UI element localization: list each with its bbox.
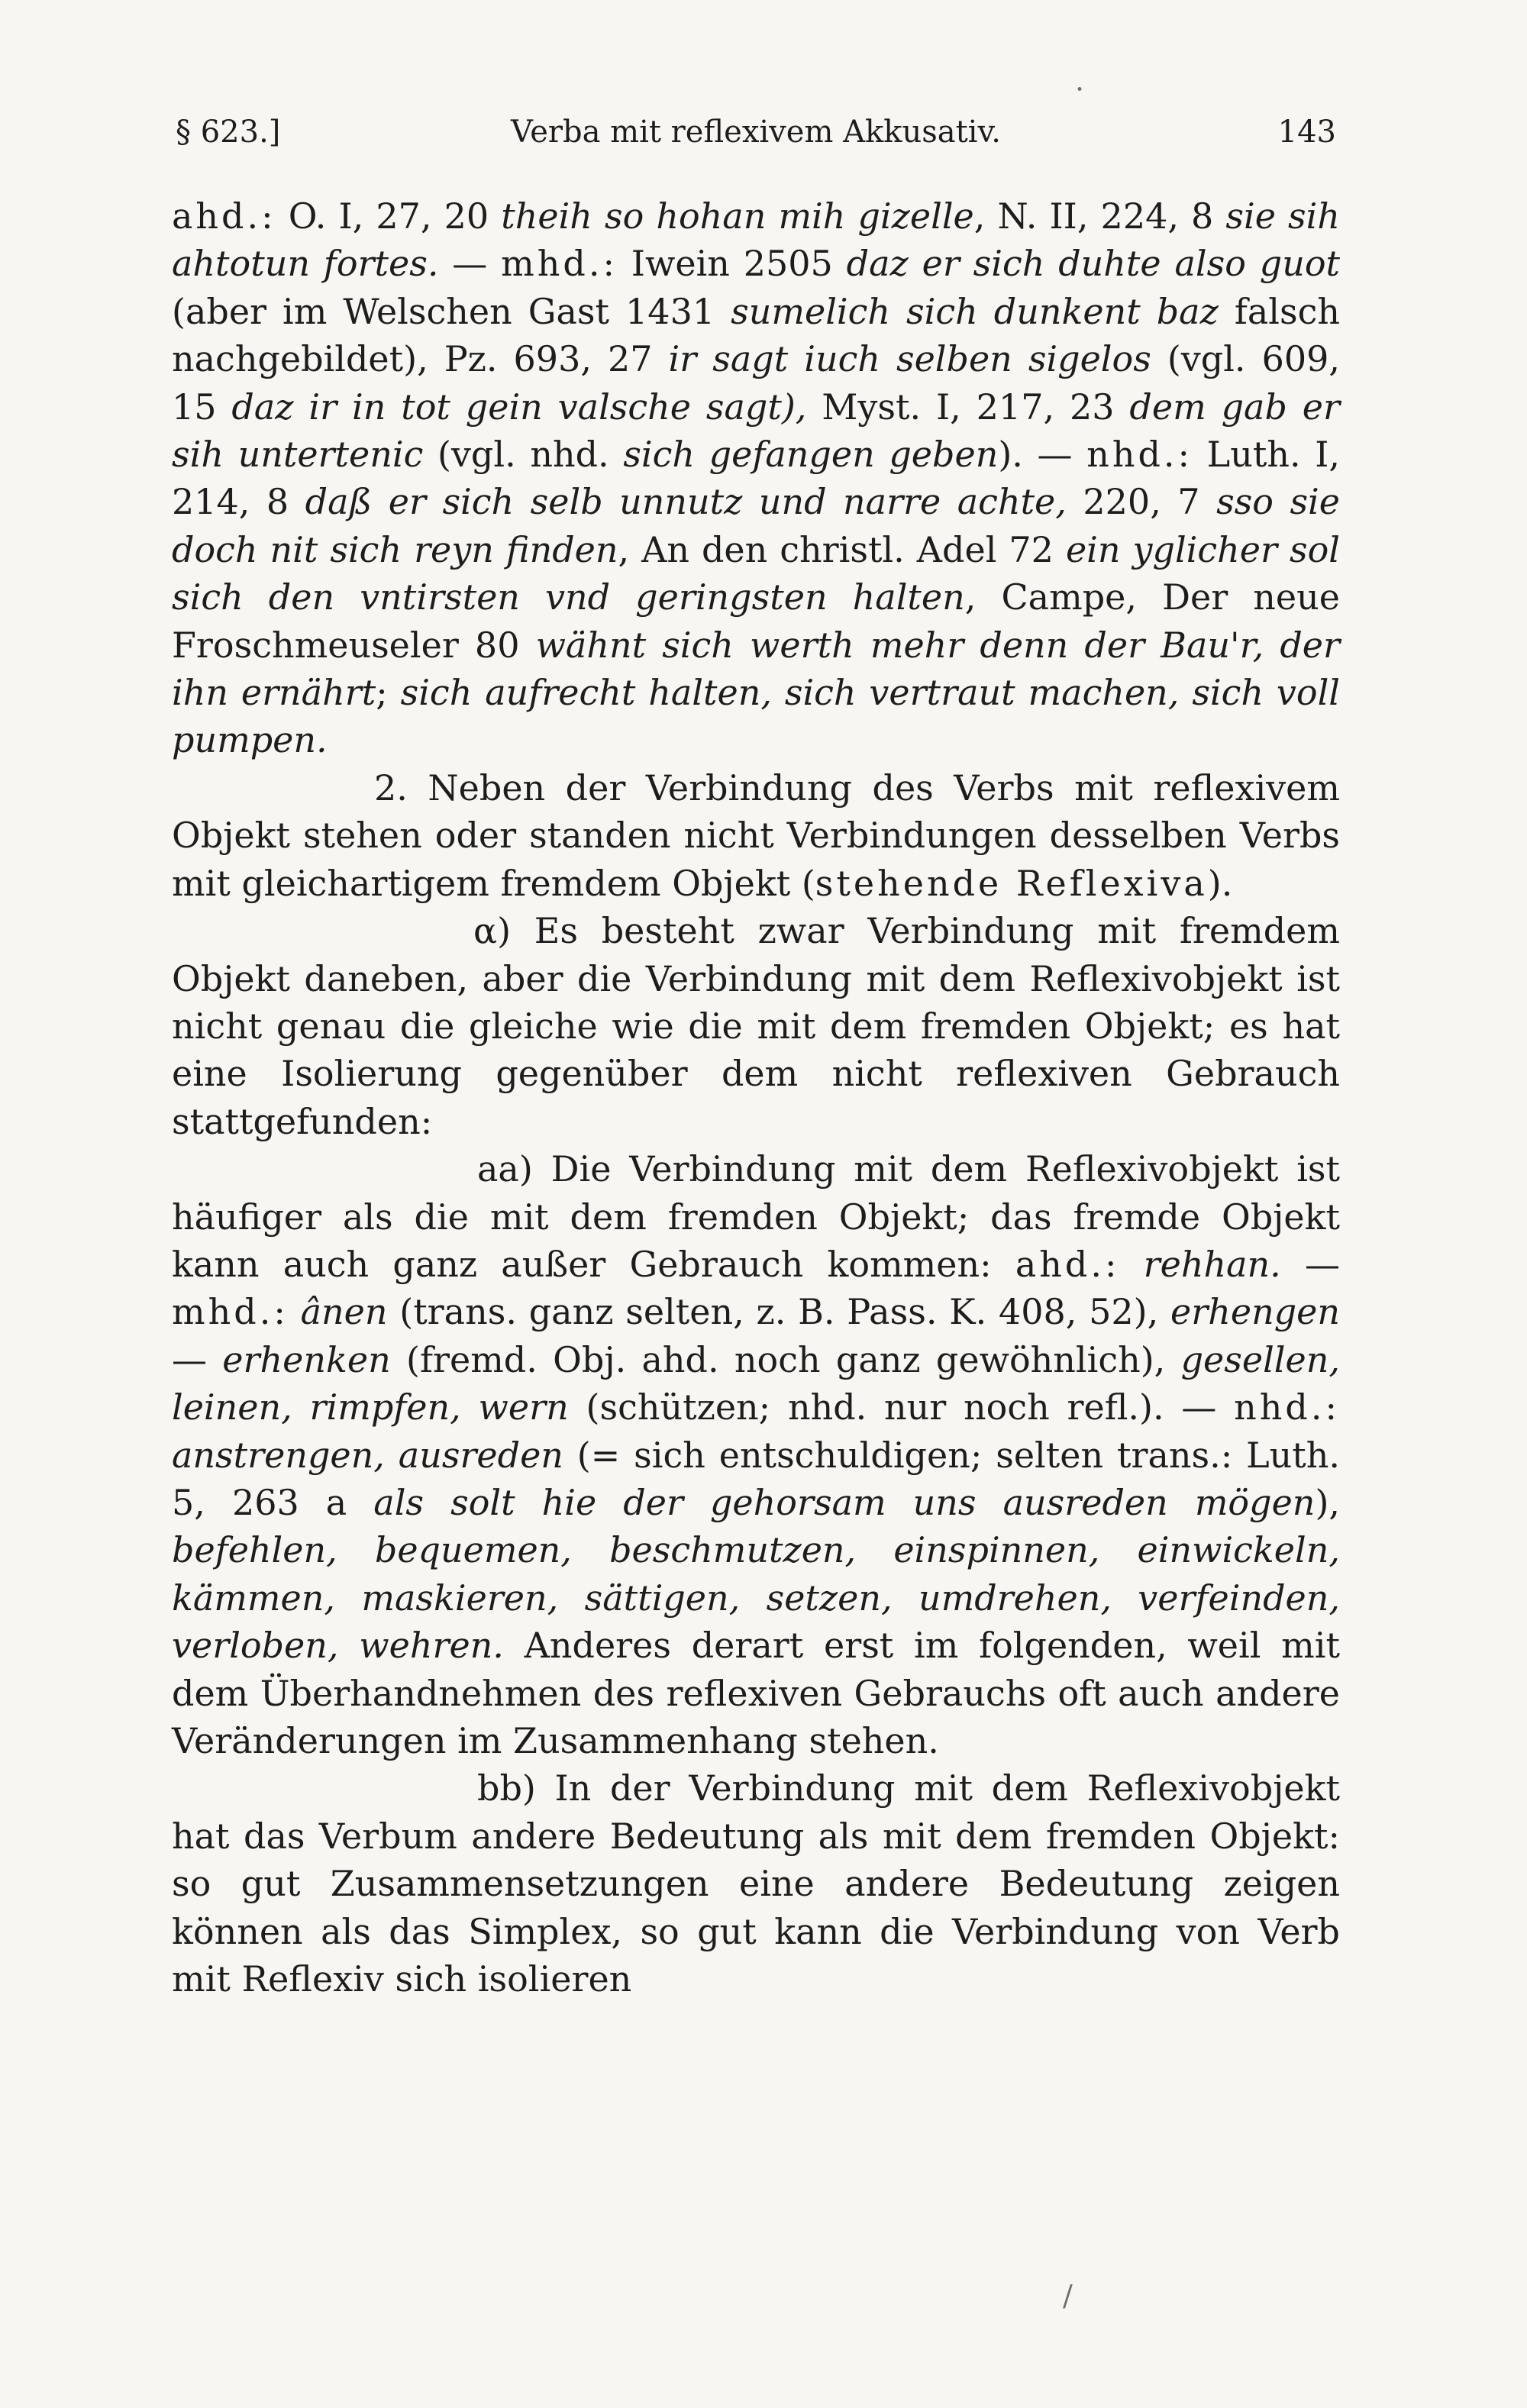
italic-text: erhengen xyxy=(1170,1291,1340,1333)
text-run: — xyxy=(438,243,502,285)
text-run: Luth. I, 214, 8 xyxy=(172,434,1340,523)
text-run: 2. Neben der Verbindung des Verbs mit reflexivem Objekt stehen oder standen nicht Verbindungen desselben Verbs mit gleichartigem fremdem Objekt ( xyxy=(172,767,1340,904)
paragraph xyxy=(172,192,1340,764)
italic-text: dem gab er sih untertenic xyxy=(172,386,1340,476)
text-run: Anderes derart erst im folgenden, weil mit dem Überhandnehmen des reflexiven Gebrauchs oft auch andere Veränderungen im Zusammenhang stehen. xyxy=(172,1625,1340,1761)
italic-text: sich aufrecht halten, sich vertraut machen, sich voll pumpen. xyxy=(172,672,1341,761)
italic-text: sich gefangen geben xyxy=(623,434,999,476)
text-run: (vgl. 609, 15 xyxy=(172,338,1340,428)
italic-text: ir sagt iuch selben sigelos xyxy=(668,338,1151,380)
text-run: , N. II, 224, 8 xyxy=(973,195,1226,237)
italic-text: daz ir in tot gein valsche sagt), xyxy=(231,386,807,428)
italic-text: rehhan. xyxy=(1143,1243,1281,1285)
text-run: (trans. ganz selten, z. B. Pass. K. 408, 52), xyxy=(387,1291,1171,1333)
body-text xyxy=(172,192,1340,2003)
text-run: , Campe, Der neue Froschmeuseler 80 xyxy=(172,576,1340,666)
header-title: Verba mit reflexivem Akkusativ. xyxy=(510,115,1002,150)
italic-text: daß er sich selb unnutz und narre achte, xyxy=(305,481,1067,523)
spaced-text: ahd.: xyxy=(172,195,276,237)
italic-text: daz er sich duhte also guot xyxy=(846,243,1340,285)
text-run: falsch nachgebildet), Pz. 693, 27 xyxy=(172,290,1340,380)
text-run: aa) Die Verbindung mit dem Reflexivobjekt ist häufiger als die mit dem fremden Objekt; das fremde Objekt kann auch ganz außer Gebrauch kommen: xyxy=(172,1148,1340,1285)
text-run xyxy=(1119,1244,1143,1285)
stray-mark: / xyxy=(1063,2279,1073,2313)
running-header xyxy=(176,115,1336,160)
text-run: (= sich entschuldigen; selten trans.: Luth. 5, 263 a xyxy=(172,1434,1340,1523)
text-run: 220, 7 xyxy=(1066,481,1217,523)
italic-text: anstrengen, ausreden xyxy=(172,1434,563,1476)
text-run: (vgl. nhd. xyxy=(423,434,624,476)
italic-text: befehlen, bequemen, beschmutzen, einspinnen, einwickeln, kämmen, maskieren, sättigen, setzen, umdrehen, verfeinden, verloben, wehren. xyxy=(172,1529,1340,1667)
text-run: — xyxy=(1280,1243,1341,1285)
text-run: O. I, 27, 20 xyxy=(276,195,502,237)
text-run: — xyxy=(172,1338,223,1380)
italic-text: als solt hie der gehorsam uns ausreden mögen xyxy=(373,1481,1316,1523)
text-run: ). — xyxy=(998,434,1087,476)
text-run: bb) In der Verbindung mit dem Reflexivobjekt hat das Verbum andere Bedeutung als mit dem fremden Objekt: so gut Zusammensetzungen eine andere Bedeutung zeigen können als das Simplex, so gut kann die Verbindung von Verb mit Reflexiv sich isolieren xyxy=(172,1767,1340,2000)
spaced-text: stehende Reflexiva xyxy=(815,862,1208,904)
italic-text: sso sie doch nit sich reyn finden xyxy=(172,481,1340,570)
paragraph xyxy=(172,764,1340,907)
italic-text: sumelich sich dunkent baz xyxy=(731,290,1219,332)
text-run: (aber im Welschen Gast 1431 xyxy=(172,290,731,332)
text-run: (schützen; nhd. nur noch refl.). — xyxy=(568,1386,1235,1428)
paragraph xyxy=(172,1145,1340,1764)
spaced-text: nhd.: xyxy=(1234,1386,1340,1428)
italic-text: erhenken xyxy=(222,1338,391,1380)
header-section: § 623.] xyxy=(176,115,281,150)
text-run: Iwein 2505 xyxy=(617,243,847,285)
text-run: ), xyxy=(1315,1481,1341,1523)
text-run: ). xyxy=(1207,862,1233,904)
paragraph xyxy=(172,907,1340,1145)
spaced-text: nhd.: xyxy=(1086,434,1193,476)
italic-text: ein yglicher sol sich den vntirsten vnd geringsten halten xyxy=(172,528,1340,618)
paragraph xyxy=(172,1764,1340,2003)
stray-mark: · xyxy=(1075,73,1085,106)
spaced-text: mhd.: xyxy=(172,1291,289,1333)
text-run: Myst. I, 217, 23 xyxy=(806,386,1130,428)
italic-text: theih so hohan mih gizelle xyxy=(501,195,974,237)
text-run: , An den christl. Adel 72 xyxy=(618,528,1066,570)
italic-text: gesellen, leinen, rimpfen, wern xyxy=(172,1338,1340,1428)
header-page-number: 143 xyxy=(1277,115,1336,150)
italic-text: wähnt sich werth mehr denn der Bau'r, der ihn ernährt xyxy=(172,624,1340,714)
spaced-text: mhd.: xyxy=(501,243,618,285)
italic-text: ânen xyxy=(300,1291,388,1333)
spaced-text: ahd.: xyxy=(1015,1243,1120,1285)
text-run: α) Es besteht zwar Verbindung mit fremdem Objekt daneben, aber die Verbindung mit dem Reflexivobjekt ist nicht genau die gleiche wie die mit dem fremden Objekt; es hat eine Isolierung gegenüber dem nicht reflexiven Gebrauch stattgefunden: xyxy=(172,910,1340,1142)
italic-text: sie sih ahtotun fortes. xyxy=(172,195,1340,285)
text-run xyxy=(289,1291,301,1332)
text-run: (fremd. Obj. ahd. noch ganz gewöhnlich), xyxy=(390,1338,1181,1380)
text-run: ; xyxy=(376,672,401,714)
